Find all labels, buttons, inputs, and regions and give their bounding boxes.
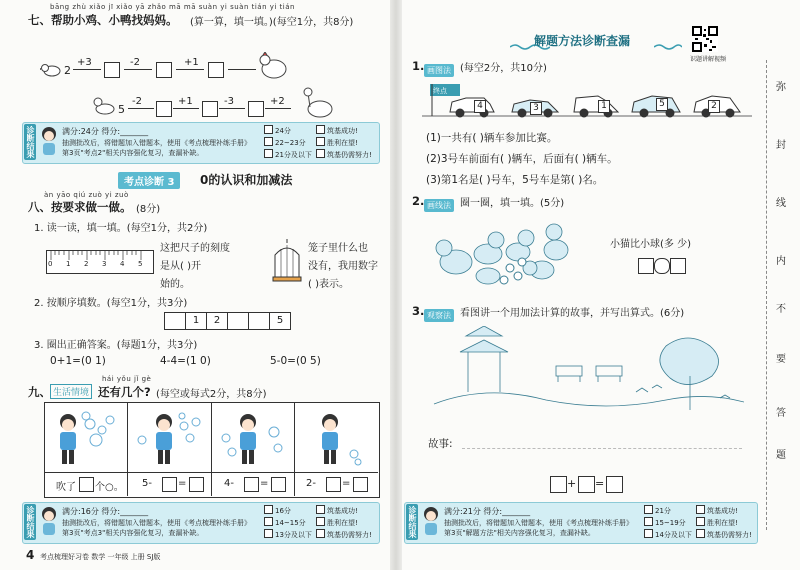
- diag2-score: 满分:16分 得分:_______: [62, 507, 149, 516]
- r-q2-instructions: 圈一圈，填一填。(5分): [460, 198, 565, 209]
- seq-cell: 1: [185, 312, 207, 330]
- checkbox[interactable]: [264, 505, 273, 514]
- row2-op2: +1: [178, 96, 193, 107]
- diag1-result-3: 筑基仍需努力!: [316, 149, 372, 160]
- answer-box[interactable]: [156, 62, 172, 78]
- answer-box[interactable]: [353, 477, 368, 492]
- margin-char: 线: [776, 198, 786, 209]
- q7-instructions: (算一算，填一填。)(每空1分，共8分): [190, 17, 354, 28]
- checkbox[interactable]: [316, 529, 325, 538]
- page-number: 4: [26, 548, 35, 562]
- diag3-result-2: 胜利在望!: [696, 517, 738, 528]
- diagnosis-tag: 诊断结果: [26, 506, 35, 538]
- margin-char: 封: [776, 140, 786, 151]
- diag2-result-3: 筑基仍需努力!: [316, 529, 372, 540]
- checkbox[interactable]: [316, 137, 325, 146]
- checkbox[interactable]: [696, 505, 705, 514]
- checkbox[interactable]: [316, 125, 325, 134]
- footer-text: 考点梳理好习卷 数学 一年级 上册 SJ版: [40, 553, 161, 561]
- car-number: 5: [656, 98, 668, 111]
- margin-char: 题: [776, 450, 786, 461]
- answer-text: =: [260, 478, 269, 489]
- equals-sign: =: [595, 477, 605, 490]
- seq-cell[interactable]: [164, 312, 186, 330]
- cage-text-2: 没有，我用数字: [308, 261, 378, 272]
- answer-text: 5-: [142, 478, 152, 489]
- checkbox[interactable]: [264, 149, 273, 158]
- answer-text: =: [178, 478, 187, 489]
- duck-icon: [300, 87, 334, 119]
- answer-box[interactable]: [326, 477, 341, 492]
- answer-box[interactable]: [606, 476, 623, 493]
- method-tag: 画图法: [424, 64, 454, 77]
- checkbox[interactable]: [696, 517, 705, 526]
- margin-char: 不: [776, 304, 786, 315]
- row1-op3: +1: [184, 57, 199, 68]
- diagnosis-tag: 诊断结果: [408, 506, 417, 538]
- diag2-range-2: 14~15分: [264, 517, 306, 528]
- seq-cell[interactable]: [227, 312, 249, 330]
- q8-sub2: 2. 按顺序填数。(每空1分，共3分): [34, 298, 188, 309]
- diag1-result-2: 胜利在望!: [316, 137, 358, 148]
- ruler-tick: 1: [66, 260, 71, 268]
- qr-label: 识题讲解视频: [690, 56, 727, 63]
- context-tag: 生活情境: [50, 384, 92, 399]
- answer-box[interactable]: [244, 477, 259, 492]
- seq-cell: 5: [269, 312, 291, 330]
- ruler-tick: 0: [48, 260, 53, 268]
- story-line[interactable]: [462, 448, 742, 449]
- answer-text: 2-: [306, 478, 316, 489]
- diag3-range-1: 21分: [644, 505, 671, 516]
- r-q2-number: 2.: [412, 194, 425, 208]
- avatar: [40, 126, 58, 156]
- arrow-icon: [73, 69, 101, 70]
- q7-title: 七、帮助小鸡、小鸭找妈妈。: [28, 13, 178, 27]
- avatar: [422, 506, 440, 536]
- diag2-note1: 抽测批改后，将错题加入错题本，使用《考点梳理补练手册》: [62, 519, 251, 527]
- diag2-result-1: 筑基成功!: [316, 505, 358, 516]
- answer-text: 4-: [224, 478, 234, 489]
- section-title: 0的认识和加减法: [200, 173, 293, 187]
- arrow-icon: [124, 69, 152, 70]
- q9-pinyin: hái yǒu jǐ gè: [102, 375, 152, 383]
- r-q1-line2[interactable]: (2)3号车前面有( )辆车，后面有( )辆车。: [426, 153, 618, 165]
- answer-box[interactable]: [271, 477, 286, 492]
- diag1-note1: 抽测批改后，将错题加入错题本，使用《考点梳理补练手册》: [62, 139, 251, 147]
- car-number: 2: [708, 100, 720, 113]
- checkbox[interactable]: [644, 517, 653, 526]
- q9-instructions: (每空或每式2分，共8分): [156, 389, 267, 400]
- diag1-range-1: 24分: [264, 125, 291, 136]
- diag3-range-3: 14分及以下: [644, 529, 692, 540]
- car-number: 1: [598, 100, 610, 113]
- r-q1-line1[interactable]: (1)一共有( )辆车参加比赛。: [426, 132, 558, 144]
- right-title: 解题方法诊断查漏: [534, 34, 631, 48]
- diag3-range-2: 15~19分: [644, 517, 686, 528]
- hen-icon: [256, 52, 288, 80]
- arrow-icon: [128, 108, 154, 109]
- ruler-tick: 2: [84, 260, 89, 268]
- diag2-range-1: 16分: [264, 505, 291, 516]
- r-q3-number: 3.: [412, 304, 425, 318]
- answer-circle[interactable]: [654, 258, 670, 274]
- q7-pinyin: bāng zhù xiǎo jī xiǎo yā zhǎo mā mā suàn yi suàn tián yi tián: [50, 3, 295, 11]
- ruler-tick: 4: [120, 260, 125, 268]
- margin-char: 内: [776, 256, 786, 267]
- row2-op4: +2: [270, 96, 285, 107]
- q8-pinyin: àn yāo qiú zuò yi zuò: [44, 191, 129, 199]
- r-q1-number: 1.: [412, 59, 425, 73]
- margin-char: 答: [776, 408, 786, 419]
- checkbox[interactable]: [644, 505, 653, 514]
- checkbox[interactable]: [316, 505, 325, 514]
- boy-bubbles-image: [134, 408, 206, 468]
- equation-2[interactable]: 4-4=(1 0): [160, 355, 211, 367]
- answer-box[interactable]: [156, 101, 172, 117]
- ruler-text-1: 这把尺子的刻度: [160, 243, 230, 254]
- checkbox[interactable]: [264, 529, 273, 538]
- seal-line: [766, 60, 767, 530]
- diag1-score: 满分:24分 得分:_______: [62, 127, 149, 136]
- diag2-result-2: 胜利在望!: [316, 517, 358, 528]
- r-q1-instructions: (每空2分，共10分): [460, 63, 547, 74]
- answer-box[interactable]: [550, 476, 567, 493]
- method-tag: 画线法: [424, 199, 454, 212]
- checkbox[interactable]: [264, 137, 273, 146]
- row1-op2: -2: [130, 57, 140, 68]
- r-q2-text[interactable]: 小猫比小球(多 少): [610, 239, 691, 250]
- q8-sub1: 1. 读一读，填一填。(每空1分，共2分): [34, 223, 208, 234]
- cage-text-1: 笼子里什么也: [308, 243, 368, 254]
- row2-op3: -3: [224, 96, 234, 107]
- checkbox[interactable]: [264, 517, 273, 526]
- car-number: 4: [474, 100, 486, 113]
- section-badge: 考点诊断 3: [118, 172, 180, 189]
- chick-icon: [40, 62, 62, 76]
- cats-and-balls-image: [426, 212, 576, 288]
- row1-op1: +3: [77, 57, 92, 68]
- divider: [294, 402, 295, 496]
- row2-start: 5: [118, 103, 125, 116]
- diag3-note2: 第3页"解题方法"相关内容强化复习，查漏补缺。: [444, 529, 595, 537]
- answer-text: 吹了: [56, 482, 76, 493]
- diag1-range-3: 21分及以下: [264, 149, 312, 160]
- q9-title: 还有几个?: [98, 385, 151, 399]
- ruler-text-2: 是从( )开: [160, 261, 201, 272]
- answer-text: 个○。: [95, 482, 124, 493]
- qr-code[interactable]: [692, 26, 718, 52]
- row2-op1: -2: [132, 96, 142, 107]
- answer-box[interactable]: [670, 258, 686, 274]
- r-q1-line3[interactable]: (3)第1名是( )号车，5号车是第( )名。: [426, 174, 604, 186]
- row1-start: 2: [64, 64, 71, 77]
- q8-sub3: 3. 圈出正确答案。(每题1分，共3分): [34, 340, 198, 351]
- margin-char: 弥: [776, 82, 786, 93]
- seq-cell: 2: [206, 312, 228, 330]
- diag3-result-3: 筑基仍需努力!: [696, 529, 752, 540]
- method-tag: 观察法: [424, 309, 454, 322]
- seq-cell[interactable]: [248, 312, 270, 330]
- park-scene-image: [426, 326, 744, 418]
- page-spine: [390, 0, 402, 570]
- diag1-range-2: 22~23分: [264, 137, 306, 148]
- r-q3-instructions: 看图讲一个用加法计算的故事，并写出算式。(6分): [460, 308, 685, 319]
- answer-box[interactable]: [104, 62, 120, 78]
- arrow-icon: [228, 69, 256, 70]
- arrow-icon: [219, 108, 245, 109]
- answer-text: =: [342, 478, 351, 489]
- diag2-note2: 第3页"考点3"相关内容强化复习，查漏补缺。: [62, 529, 204, 537]
- arrow-icon: [176, 69, 204, 70]
- answer-box[interactable]: [162, 477, 177, 492]
- birdcage-icon: [272, 237, 302, 283]
- q8-points: (8分): [136, 204, 161, 215]
- race-cars-image: [422, 80, 752, 120]
- divider: [127, 402, 128, 496]
- arrow-icon: [265, 108, 291, 109]
- answer-box[interactable]: [189, 477, 204, 492]
- equation-1[interactable]: 0+1=(0 1): [50, 355, 106, 367]
- diag3-result-1: 筑基成功!: [696, 505, 738, 516]
- equation-3[interactable]: 5-0=(0 5): [270, 355, 321, 367]
- diag1-result-1: 筑基成功!: [316, 125, 358, 136]
- wave-icon: [654, 36, 682, 42]
- divider: [211, 402, 212, 496]
- diag3-score: 满分:21分 得分:_______: [444, 507, 531, 516]
- q9-prefix: 九、: [28, 385, 51, 399]
- story-label: 故事:: [428, 438, 453, 450]
- diag2-range-3: 13分及以下: [264, 529, 312, 540]
- plus-sign: +: [567, 477, 577, 490]
- checkbox[interactable]: [264, 125, 273, 134]
- car-number: 3: [530, 102, 542, 115]
- diag1-note2: 第3页"考点2"相关内容强化复习，查漏补缺。: [62, 149, 204, 157]
- ruler-tick: 5: [138, 260, 143, 268]
- answer-box[interactable]: [79, 477, 94, 492]
- avatar: [40, 506, 58, 536]
- boy-bubbles-image: [218, 408, 290, 468]
- finish-label: 终点: [433, 87, 447, 95]
- boy-bubbles-image: [50, 408, 122, 468]
- diag3-note1: 抽测批改后，将错题加入错题本，使用《考点梳理补练手册》: [444, 519, 633, 527]
- answer-box[interactable]: [638, 258, 654, 274]
- boy-bubbles-image: [300, 408, 372, 468]
- answer-box[interactable]: [208, 62, 224, 78]
- ruler-tick: 3: [102, 260, 107, 268]
- checkbox[interactable]: [644, 529, 653, 538]
- answer-box[interactable]: [248, 101, 264, 117]
- arrow-icon: [173, 108, 199, 109]
- cage-text-3: ( )表示。: [308, 279, 349, 290]
- diagnosis-tag: 诊断结果: [26, 126, 35, 158]
- answer-box[interactable]: [578, 476, 595, 493]
- duckling-icon: [92, 97, 116, 115]
- checkbox[interactable]: [316, 149, 325, 158]
- q8-title: 八、按要求做一做。: [28, 200, 132, 214]
- checkbox[interactable]: [696, 529, 705, 538]
- checkbox[interactable]: [316, 517, 325, 526]
- ruler-text-3: 始的。: [160, 279, 190, 290]
- answer-box[interactable]: [202, 101, 218, 117]
- margin-char: 要: [776, 354, 786, 365]
